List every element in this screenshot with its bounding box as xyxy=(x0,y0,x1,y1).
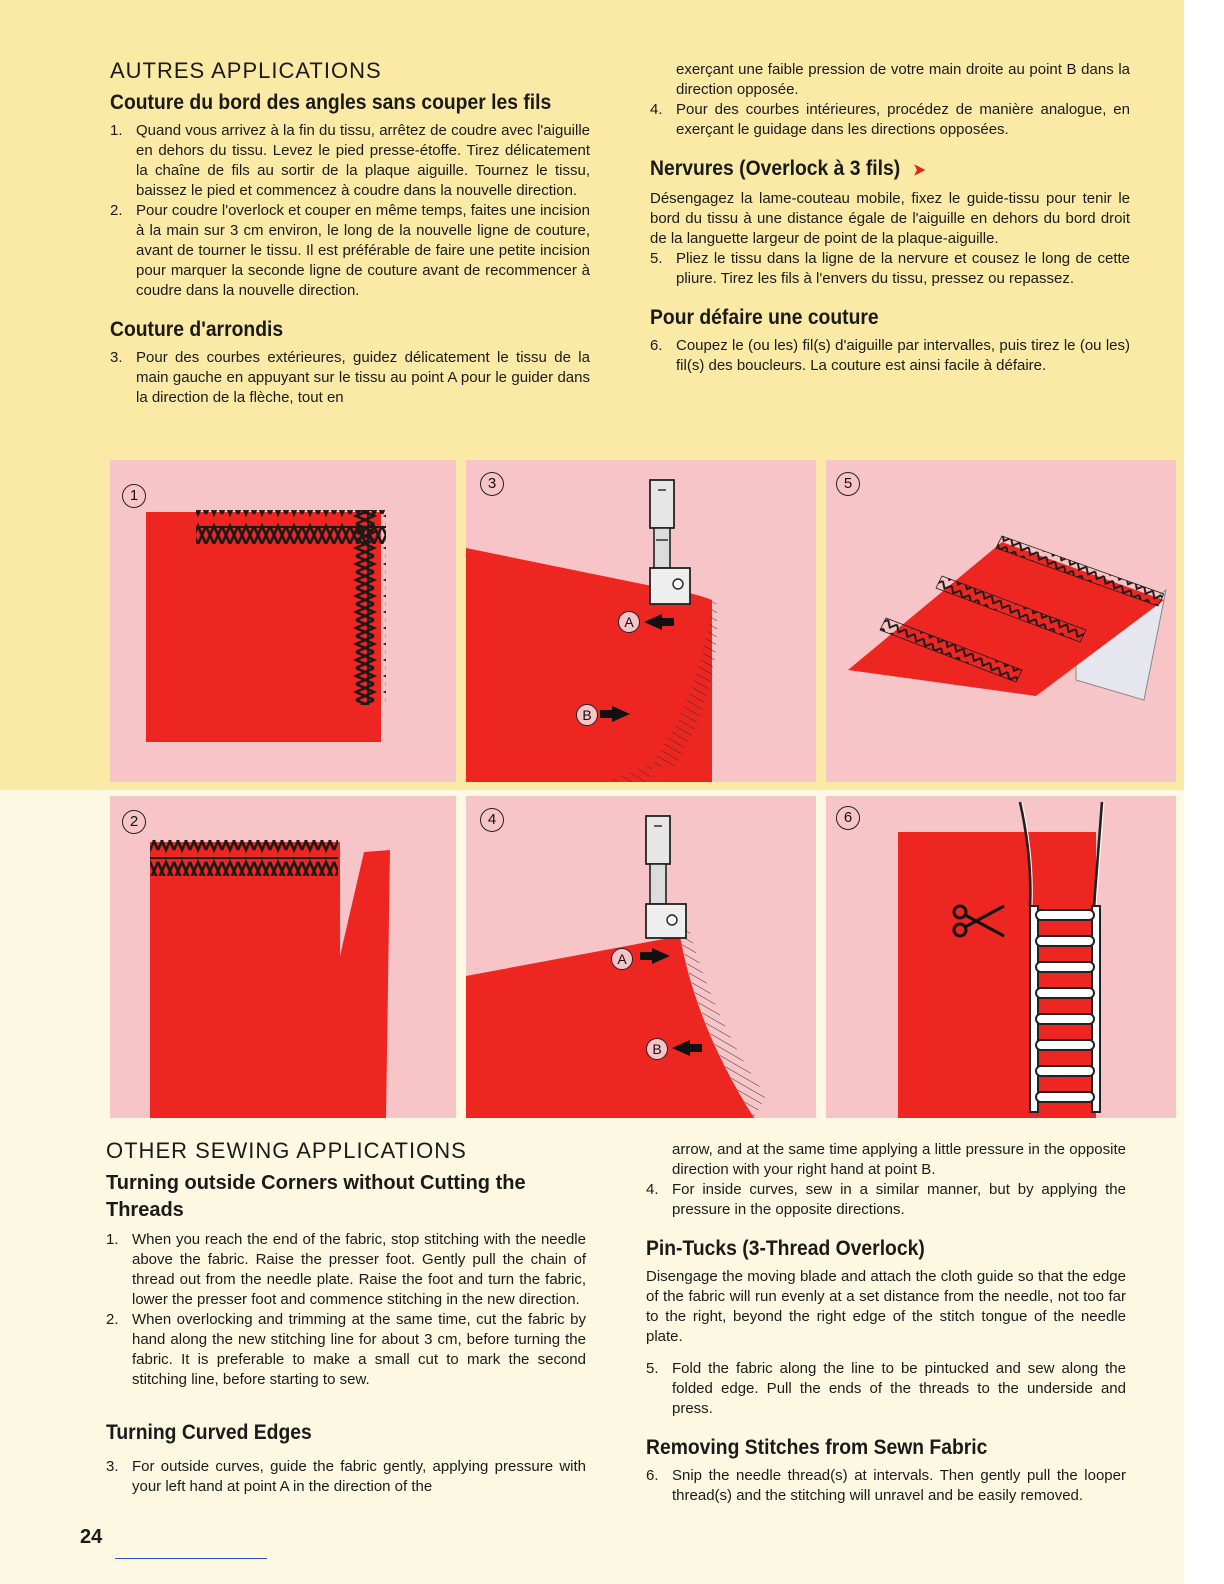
item-text: Quand vous arrivez à la fin du tissu, arrêtez de coudre avec l'aiguille en dehors du tissu. Levez le pied presse-étoffe. Tirez délicatement la chaîne de fils au sortir de la plaque aiguille. Tournez le tissu, baissez le pied et commencez à coudre dans la nouvelle direction. xyxy=(136,122,590,199)
item-number: 2. xyxy=(106,1311,119,1328)
english-left-column xyxy=(106,1138,586,1497)
french-item-6 xyxy=(650,336,1130,376)
item-number: 3. xyxy=(106,1458,119,1475)
footer-line xyxy=(115,1558,267,1559)
item-text: When overlocking and trimming at the same time, cut the fabric by hand along the new stitching line for about 3 cm, before turning the fabric. It is preferable to make a small cut to mark the second stitching line, before starting to sew. xyxy=(132,1311,586,1388)
english-corners-heading: Turning outside Corners without Cutting the Threads xyxy=(106,1172,526,1221)
item-text: When you reach the end of the fabric, stop stitching with the needle above the fabric. Raise the presser foot. Gently pull the chain of thread out from the needle plate. Raise the foot and turn the fabric, lower the presser foot and commence stitching in the new direction. xyxy=(132,1231,586,1308)
item-number: 1. xyxy=(110,122,123,139)
french-pintucks-heading: Nervures (Overlock à 3 fils) ➤ xyxy=(650,157,926,180)
figure-1-panel xyxy=(110,460,456,782)
item-text: Pliez le tissu dans la ligne de la nervure et cousez le long de cette pliure. Tirez les fils à l'envers du tissu, pressez ou repassez. xyxy=(676,250,1130,287)
figure-5-panel xyxy=(826,460,1176,782)
english-pintucks-heading: Pin-Tucks (3-Thread Overlock) xyxy=(646,1237,925,1260)
figure-number-badge: 2 xyxy=(122,810,146,834)
item-number: 1. xyxy=(106,1231,119,1248)
figure-4-drawing xyxy=(466,796,816,1118)
figure-1-drawing xyxy=(110,460,456,782)
point-a-label: A xyxy=(618,611,640,633)
item-text: Pour coudre l'overlock et couper en même temps, faites une incision à la main sur 3 cm environ, le long de la nouvelle ligne de couture, avant de tourner le tissu. Il est préférable de faire une petite incision pour marquer la seconde ligne de couture avant de recommencer à coudre dans la nouvelle direction. xyxy=(136,202,590,299)
english-remove-heading: Removing Stitches from Sewn Fabric xyxy=(646,1436,988,1459)
french-curves-heading: Couture d'arrondis xyxy=(110,318,284,341)
french-item-3 xyxy=(110,348,590,408)
french-item-4 xyxy=(650,100,1130,140)
presser-foot xyxy=(646,816,686,938)
figure-4-panel xyxy=(466,796,816,1118)
english-item-4 xyxy=(646,1180,1126,1220)
fabric xyxy=(150,842,390,1118)
english-item-3-continued: arrow, and at the same time applying a little pressure in the opposite direction with your right hand at point B. xyxy=(672,1141,1126,1178)
french-item-1 xyxy=(110,121,590,201)
item-number: 4. xyxy=(646,1181,659,1198)
fabric xyxy=(146,512,381,742)
figure-5-drawing xyxy=(826,460,1176,782)
item-text: Pour des courbes extérieures, guidez délicatement le tissu de la main gauche en appuyant sur le tissu au point A pour le guider dans la direction de la flèche, tout en xyxy=(136,349,590,406)
page-edge xyxy=(1184,0,1224,1584)
figure-2-drawing xyxy=(110,796,456,1118)
item-text: For inside curves, sew in a similar manner, but by applying the pressure in the opposite directions. xyxy=(672,1181,1126,1218)
item-text: For outside curves, guide the fabric gently, applying pressure with your left hand at point A in the direction of the xyxy=(132,1458,586,1495)
english-item-5 xyxy=(646,1359,1126,1419)
presser-foot xyxy=(650,480,690,604)
item-number: 3. xyxy=(110,349,123,366)
english-curves-heading: Turning Curved Edges xyxy=(106,1421,312,1444)
figure-3-drawing xyxy=(466,460,816,782)
french-item-5 xyxy=(650,249,1130,289)
item-number: 6. xyxy=(646,1467,659,1484)
french-item-2 xyxy=(110,201,590,301)
figure-2-panel xyxy=(110,796,456,1118)
french-main-title: AUTRES APPLICATIONS xyxy=(110,58,382,83)
figure-number-badge: 6 xyxy=(836,806,860,830)
item-text: Fold the fabric along the line to be pintucked and sew along the folded edge. Pull the ends of the threads to the underside and press. xyxy=(672,1360,1126,1417)
english-main-title: OTHER SEWING APPLICATIONS xyxy=(106,1138,467,1163)
french-left-column xyxy=(110,58,590,408)
figure-number-badge: 3 xyxy=(480,472,504,496)
english-item-6 xyxy=(646,1466,1126,1506)
figure-6-drawing xyxy=(826,796,1176,1118)
english-right-column xyxy=(646,1140,1126,1506)
figure-number-badge: 1 xyxy=(122,484,146,508)
item-text: Snip the needle thread(s) at intervals. Then gently pull the looper thread(s) and the stitching will unravel and be easily removed. xyxy=(672,1467,1126,1504)
figure-3-panel xyxy=(466,460,816,782)
page-number: 24 xyxy=(80,1526,103,1548)
item-number: 5. xyxy=(646,1360,659,1377)
point-b-label: B xyxy=(646,1038,668,1060)
point-b-label: B xyxy=(576,704,598,726)
english-pintucks-text: Disengage the moving blade and attach the cloth guide so that the edge of the fabric will run evenly at a set distance from the needle, not too far to the right, beyond the right edge of the stitch tongue of the needle plate. xyxy=(646,1268,1126,1345)
french-item-3-continued: exerçant une faible pression de votre main droite au point B dans la direction opposée. xyxy=(676,61,1130,98)
french-pintucks-text: Désengagez la lame-couteau mobile, fixez le guide-tissu pour tenir le bord du tissu à une distance égale de l'aiguille en dehors du bord droit de la languette largeur de point de la plaque-aiguille. xyxy=(650,190,1130,247)
french-remove-heading: Pour défaire une couture xyxy=(650,306,879,329)
french-right-column xyxy=(650,60,1130,376)
figure-6-panel xyxy=(826,796,1176,1118)
item-number: 2. xyxy=(110,202,123,219)
item-number: 6. xyxy=(650,337,663,354)
point-a-label: A xyxy=(611,948,633,970)
figure-number-badge: 5 xyxy=(836,472,860,496)
item-text: Coupez le (ou les) fil(s) d'aiguille par intervalles, puis tirez le (ou les) fil(s) des boucleurs. La couture est ainsi facile à défaire. xyxy=(676,337,1130,374)
english-item-1 xyxy=(106,1230,586,1310)
item-number: 5. xyxy=(650,250,663,267)
english-item-3 xyxy=(106,1457,586,1497)
item-number: 4. xyxy=(650,101,663,118)
english-item-2 xyxy=(106,1310,586,1390)
item-text: Pour des courbes intérieures, procédez de manière analogue, en exerçant le guidage dans les directions opposées. xyxy=(676,101,1130,138)
french-corners-heading: Couture du bord des angles sans couper les fils xyxy=(110,91,552,114)
figure-number-badge: 4 xyxy=(480,808,504,832)
